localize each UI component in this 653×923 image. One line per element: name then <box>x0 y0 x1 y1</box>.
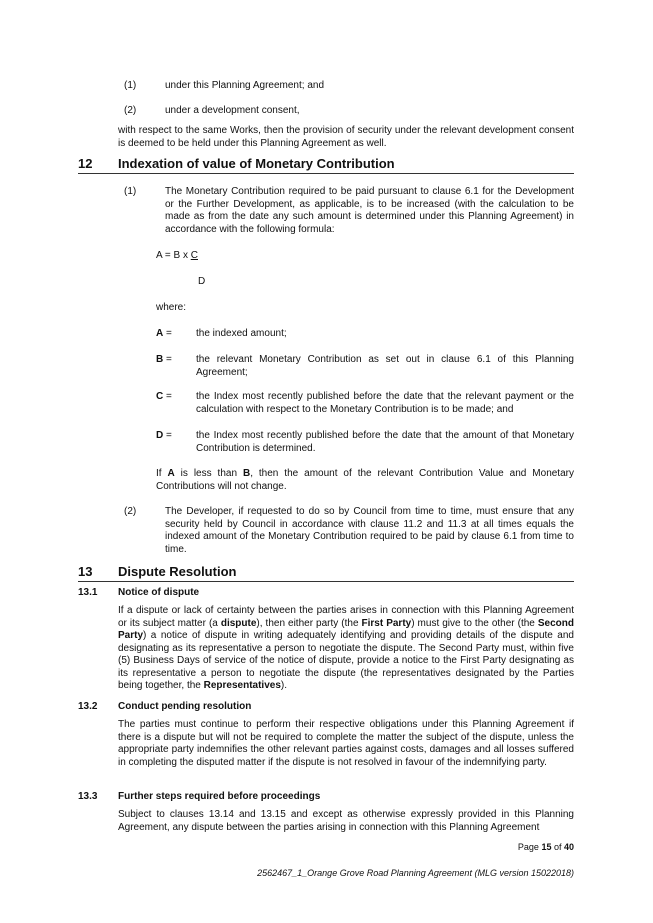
definition-text: the relevant Monetary Contribution as set out in clause 6.1 of this Planning Agreement; <box>196 354 574 378</box>
clause-number: 13.3 <box>78 791 98 802</box>
list-number: (2) <box>124 105 137 116</box>
definition-term: A = <box>156 328 172 339</box>
definition-term: C = <box>156 391 172 402</box>
definition-text: the Index most recently published before the date that the relevant payment or the calculation with respect to the Monetary Contribution is to be made; and <box>196 391 574 415</box>
clause-paragraph: The parties must continue to perform their respective obligations under this Planning Agreement if there is a dispute but will not be required to complete the matter the subject of the dispute, unless the appropriate party indemnifies the other relevant parties against costs, damages and all losses suffered in completing the disputed matter if the dispute is not resolved in favour of the indemnifying party. <box>118 719 574 768</box>
clause-title: Conduct pending resolution <box>118 701 252 712</box>
formula-lhs: A = B x <box>156 250 191 261</box>
document-reference: 2562467_1_Orange Grove Road Planning Agreement (MLG version 15022018) <box>257 868 574 878</box>
page-number: Page 15 of 40 <box>517 842 574 852</box>
section-title: Indexation of value of Monetary Contribution <box>118 156 395 171</box>
clause-paragraph: The Monetary Contribution required to be paid pursuant to clause 6.1 for the Development or the Further Development, as applicable, is to be increased (with the calculation to be made as from the date any such amount is determined under this Planning Agreement) in accordance with the following formula: <box>165 186 574 235</box>
condition-paragraph: If A is less than B, then the amount of the relevant Contribution Value and Monetary Contributions will not change. <box>156 468 574 492</box>
clause-paragraph: If a dispute or lack of certainty between the parties arises in connection with this Planning Agreement or its subject matter (a dispute), then either party (the First Party) must give to the other (the Second Party) a notice of dispute in writing adequately identifying and providing details of the dispute and designating as its representative a person to negotiate the dispute. The Second Party must, within five (5) Business Days of service of the notice of dispute, provide a notice to the First Party designating as its representative a person to negotiate the dispute (the representatives designated by the Parties being together, the Representatives). <box>118 605 575 691</box>
clause-paragraph: Subject to clauses 13.14 and 13.15 and except as otherwise expressly provided in this Planning Agreement, any dispute between the parties arising in connection with this Planning Agreement <box>118 809 574 833</box>
list-item-text: under this Planning Agreement; and <box>165 80 324 91</box>
clause-paragraph: The Developer, if requested to do so by Council from time to time, must ensure that any security held by Council in accordance with clause 11.2 and 11.3 at all times equals the indexed amount of the Monetary Contribution required to be paid by clause 6.1 from time to time. <box>165 506 574 555</box>
section-title: Dispute Resolution <box>118 564 237 579</box>
definition-text: the indexed amount; <box>196 328 287 339</box>
where-label: where: <box>156 302 187 313</box>
list-number: (2) <box>124 506 137 517</box>
continuation-paragraph: with respect to the same Works, then the provision of security under the relevant development consent is deemed to be held under this Planning Agreement as well. <box>118 125 574 149</box>
formula <box>156 250 198 263</box>
list-item-text: under a development consent, <box>165 105 300 116</box>
formula-numerator: C <box>190 250 198 261</box>
list-number: (1) <box>124 186 137 197</box>
definition-term: D = <box>156 430 172 441</box>
definition-text: the Index most recently published before the date that the amount of that Monetary Contribution is determined. <box>196 430 574 454</box>
clause-title: Further steps required before proceedings <box>118 791 321 802</box>
definition-term: B = <box>156 354 172 365</box>
clause-title: Notice of dispute <box>118 587 200 598</box>
heading-rule <box>78 173 574 174</box>
formula-denominator: D <box>198 276 206 287</box>
list-number: (1) <box>124 80 137 91</box>
section-number: 13 <box>78 564 93 579</box>
clause-number: 13.2 <box>78 701 98 712</box>
heading-rule <box>78 581 574 582</box>
clause-number: 13.1 <box>78 587 98 598</box>
section-number: 12 <box>78 156 93 171</box>
